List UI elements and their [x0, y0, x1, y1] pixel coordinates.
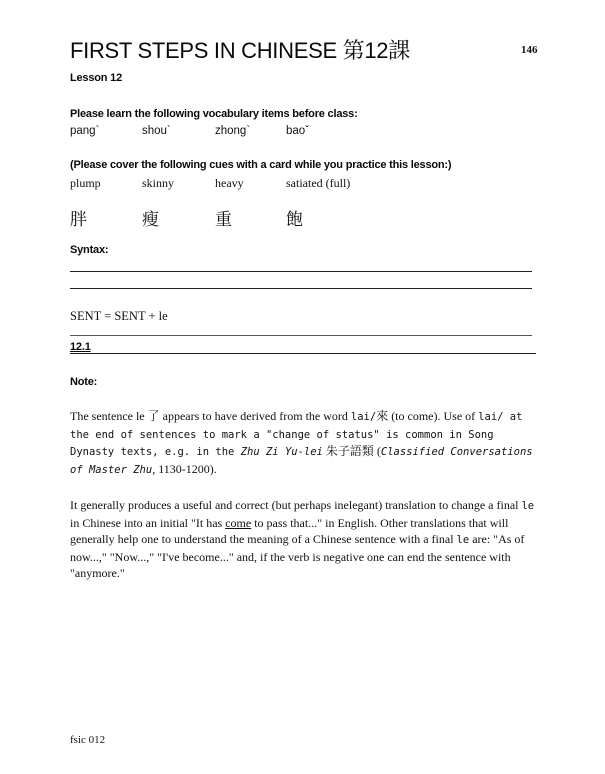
character-item: 飽: [286, 210, 303, 230]
pinyin-item: zhong`: [215, 125, 251, 137]
character-item: 胖: [70, 210, 87, 230]
character-item: 重: [215, 210, 232, 230]
gloss-item: satiated (full): [286, 176, 351, 190]
gloss-item: plump: [70, 176, 101, 190]
page-number: 146: [521, 44, 538, 56]
lesson-label: Lesson 12: [70, 72, 123, 84]
cover-heading: (Please cover the following cues with a card while you practice this lesson:): [70, 159, 452, 171]
syntax-heading: Syntax:: [70, 244, 109, 256]
rule-line: [70, 288, 532, 289]
gloss-item: skinny: [142, 176, 175, 190]
vocab-heading: Please learn the following vocabulary items before class:: [70, 108, 358, 120]
footer-code: fsic 012: [70, 734, 106, 746]
note-paragraph-1: The sentence le 了 appears to have derived from the word lai/來 (to come). Use of lai/ at the end of sentences to mark a "change of status" is common in Song Dynasty texts, e.g. in the Zhu Zi Yu-lei 朱子語類 (Classified Conversations of Master Zhu, 1130-1200).: [70, 409, 533, 476]
note-heading: Note:: [70, 376, 98, 388]
gloss-item: heavy: [215, 176, 244, 190]
rule-line: [70, 353, 536, 354]
pinyin-item: baoˇ: [286, 125, 310, 137]
rule-line: [70, 335, 532, 336]
syntax-formula: SENT = SENT + le: [70, 309, 168, 323]
page-title: FIRST STEPS IN CHINESE 第12課: [70, 38, 410, 63]
pinyin-item: pang`: [70, 125, 100, 137]
section-number: 12.1: [70, 341, 91, 353]
rule-line: [70, 271, 532, 272]
pinyin-item: shou`: [142, 125, 171, 137]
character-item: 瘦: [142, 210, 159, 230]
note-paragraph-2: It generally produces a useful and correct (but perhaps inelegant) translation to change a final le in Chinese into an initial "It has come to pass that..." in English. Other translations that will generally help one to understand the meaning of a Chinese sentence with a final le are: "As of now...," "Now...," "I've become..." and, if the verb is negative one can end the sentence with "anymore.": [70, 498, 535, 580]
